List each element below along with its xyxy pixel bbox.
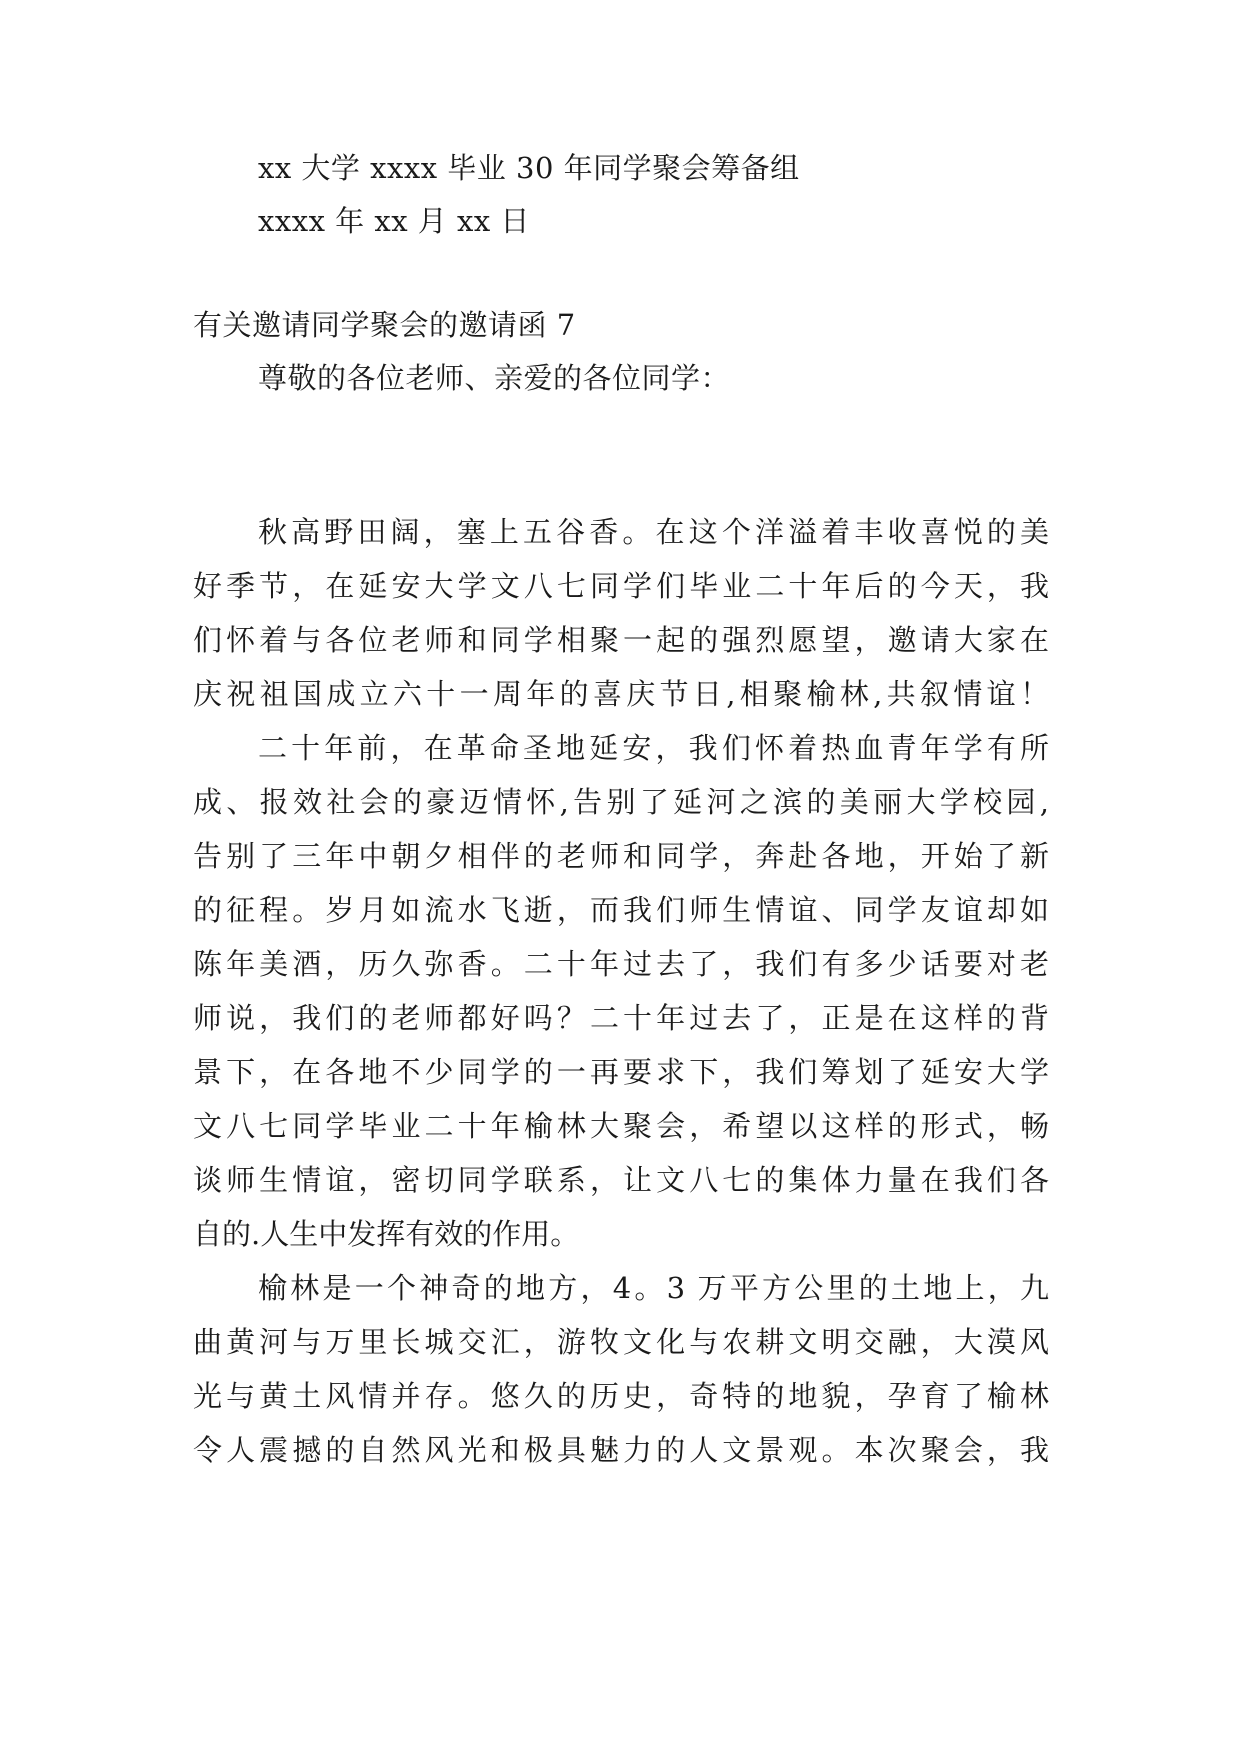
signature-date: xxxx 年 xx 月 xx 日 (258, 204, 530, 238)
letter-salutation: 尊敬的各位老师、亲爱的各位同学： (258, 361, 731, 395)
paragraph-line: 成、报效社会的豪迈情怀,告别了延河之滨的美丽大学校园, (193, 785, 1049, 819)
paragraph-line: 师说，我们的老师都好吗？二十年过去了，正是在这样的背 (193, 1001, 1049, 1035)
paragraph-line: 曲黄河与万里长城交汇，游牧文化与农耕文明交融，大漠风 (193, 1325, 1049, 1359)
letter-title: 有关邀请同学聚会的邀请函 7 (193, 308, 576, 342)
paragraph-line: 令人震撼的自然风光和极具魅力的人文景观。本次聚会，我 (193, 1433, 1049, 1467)
paragraph-line: 光与黄土风情并存。悠久的历史，奇特的地貌，孕育了榆林 (193, 1379, 1049, 1413)
organizer-signature: xx 大学 xxxx 毕业 30 年同学聚会筹备组 (258, 151, 800, 185)
paragraph-line: 景下，在各地不少同学的一再要求下，我们筹划了延安大学 (193, 1055, 1049, 1089)
paragraph-line: 秋高野田阔，塞上五谷香。在这个洋溢着丰收喜悦的美 (258, 515, 1049, 549)
paragraph-line: 好季节，在延安大学文八七同学们毕业二十年后的今天，我 (193, 569, 1049, 603)
paragraph-line: 陈年美酒，历久弥香。二十年过去了，我们有多少话要对老 (193, 947, 1049, 981)
paragraph-line: 的征程。岁月如流水飞逝，而我们师生情谊、同学友谊却如 (193, 893, 1049, 927)
paragraph-line: 二十年前，在革命圣地延安，我们怀着热血青年学有所 (258, 731, 1049, 765)
paragraph-line: 谈师生情谊，密切同学联系，让文八七的集体力量在我们各 (193, 1163, 1049, 1197)
paragraph-line: 庆祝祖国成立六十一周年的喜庆节日,相聚榆林,共叙情谊！ (193, 677, 1049, 711)
paragraph-line: 们怀着与各位老师和同学相聚一起的强烈愿望，邀请大家在 (193, 623, 1049, 657)
paragraph-line: 自的.人生中发挥有效的作用。 (193, 1217, 580, 1251)
paragraph-line: 告别了三年中朝夕相伴的老师和同学，奔赴各地，开始了新 (193, 839, 1049, 873)
paragraph-line: 榆林是一个神奇的地方，4。3 万平方公里的土地上，九 (258, 1271, 1049, 1305)
paragraph-line: 文八七同学毕业二十年榆林大聚会，希望以这样的形式，畅 (193, 1109, 1049, 1143)
